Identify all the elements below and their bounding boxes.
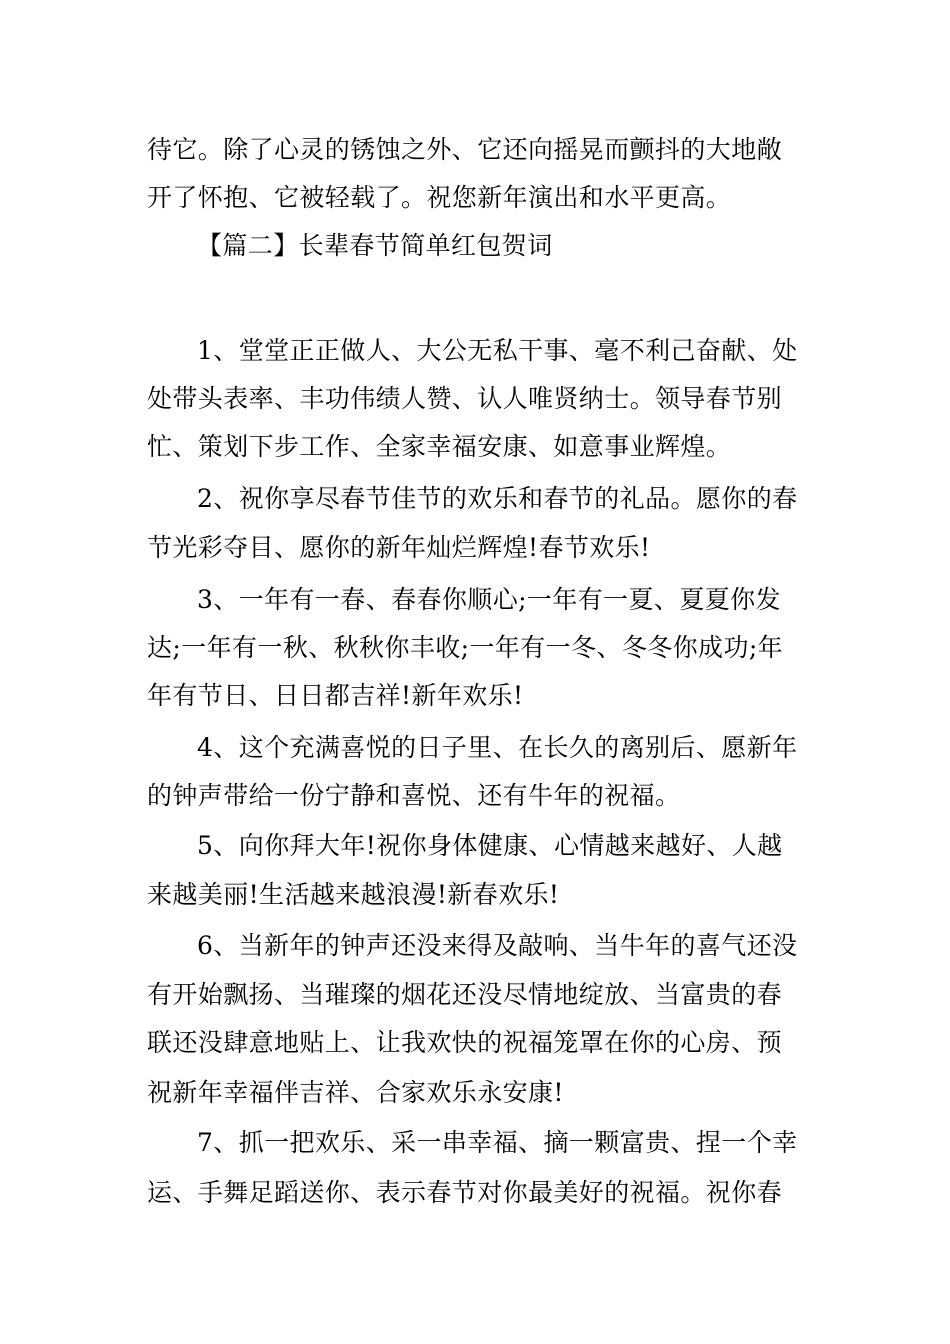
paragraph-line: 达;一年有一秋、秋秋你丰收;一年有一冬、冬冬你成功;年 [147,633,784,662]
paragraph-line: 联还没肆意地贴上、让我欢快的祝福笼罩在你的心房、预 [147,1028,783,1057]
paragraph-line: 6、当新年的钟声还没来得及敲响、当牛年的喜气还没 [197,931,798,960]
paragraph-line: 7、抓一把欢乐、采一串幸福、摘一颗富贵、捏一个幸 [197,1128,798,1157]
paragraph-line: 运、手舞足蹈送你、表示春节对你最美好的祝福。祝你春 [147,1178,783,1207]
paragraph-line: 节光彩夺目、愿你的新年灿烂辉煌!春节欢乐! [147,533,651,562]
paragraph-line: 1、堂堂正正做人、大公无私干事、毫不利己奋献、处 [197,336,798,365]
paragraph-line: 来越美丽!生活越来越浪漫!新春欢乐! [147,880,560,909]
paragraph-line: 处带头表率、丰功伟绩人赞、认人唯贤纳士。领导春节别 [147,384,783,413]
paragraph-line: 3、一年有一春、春春你顺心;一年有一夏、夏夏你发 [197,585,781,614]
paragraph-line: 忙、策划下步工作、全家幸福安康、如意事业辉煌。 [147,432,732,461]
intro-line: 开了怀抱、它被轻载了。祝您新年演出和水平更高。 [147,183,732,212]
paragraph-line: 2、祝你享尽春节佳节的欢乐和春节的礼品。愿你的春 [197,484,798,513]
paragraph-line: 5、向你拜大年!祝你身体健康、心情越来越好、人越 [197,831,783,860]
paragraph-line: 4、这个充满喜悦的日子里、在长久的离别后、愿新年 [197,733,798,762]
section-heading: 【篇二】长辈春节简单红包贺词 [197,231,553,260]
paragraph-line: 祝新年幸福伴吉祥、合家欢乐永安康! [147,1078,564,1107]
paragraph-line: 的钟声带给一份宁静和喜悦、还有牛年的祝福。 [147,781,681,810]
paragraph-line: 有开始飘扬、当璀璨的烟花还没尽情地绽放、当富贵的春 [147,980,783,1009]
intro-line: 待它。除了心灵的锈蚀之外、它还向摇晃而颤抖的大地敞 [147,135,783,164]
paragraph-line: 年有节日、日日都吉祥!新年欢乐! [147,681,524,710]
